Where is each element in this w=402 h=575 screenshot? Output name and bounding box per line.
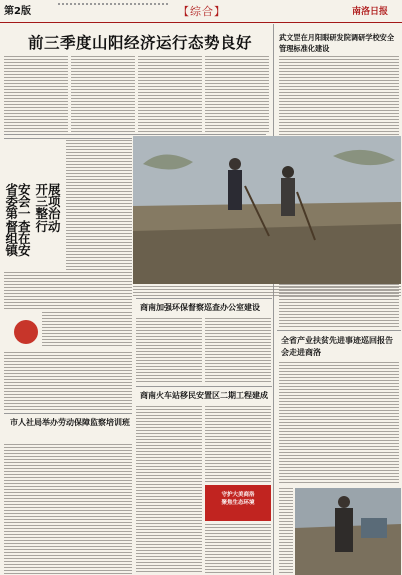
feature-badge xyxy=(205,485,271,521)
article-column xyxy=(205,406,271,482)
column-divider xyxy=(273,24,274,575)
vertical-headline: 开展三项整治行动 xyxy=(35,182,61,234)
article-column xyxy=(42,312,132,348)
page-header xyxy=(0,0,402,23)
divider xyxy=(136,298,272,299)
article-column xyxy=(279,488,293,574)
badge-line-2: 聚焦生态环境 xyxy=(221,500,255,506)
article-column xyxy=(138,56,202,134)
divider xyxy=(4,138,132,139)
article-column xyxy=(66,140,132,270)
side-bottom-headline: 市人社局举办劳动保障监察培训班 xyxy=(10,417,130,427)
masthead: 南洛日报 xyxy=(352,7,389,17)
photo-caption xyxy=(133,286,401,296)
center-mid-headline: 商南加强环保督察巡查办公室建设 xyxy=(140,302,260,312)
article-column xyxy=(205,524,271,574)
header-nav-dots xyxy=(58,3,168,7)
article-column xyxy=(4,56,68,134)
divider xyxy=(4,413,132,414)
emblem-seal xyxy=(14,320,38,344)
article-column xyxy=(136,406,202,574)
article-column xyxy=(71,56,135,134)
bottom-photo xyxy=(295,488,401,575)
vertical-headline-2: 省安委会第一督查组在镇安 xyxy=(5,182,31,259)
divider xyxy=(4,134,266,135)
article-column xyxy=(4,352,132,412)
center-bottom-headline: 商南火车站移民安置区二期工程建成 xyxy=(140,390,268,400)
divider xyxy=(277,330,401,331)
article-column xyxy=(205,318,271,382)
article-column xyxy=(136,318,202,382)
main-photo-drawing xyxy=(133,136,401,284)
article-column xyxy=(4,444,132,575)
bottom-photo-drawing xyxy=(295,488,401,575)
article-column xyxy=(279,362,399,484)
right-bottom-headline: 全省产业扶贫先进事迹巡回报告会走进商洛 xyxy=(281,335,393,357)
divider xyxy=(136,386,272,387)
section-title: 【综合】 xyxy=(178,5,226,18)
page-number: 第2版 xyxy=(4,6,31,17)
badge-line-1: 守护大美商洛 xyxy=(221,492,255,498)
article-column xyxy=(205,56,269,134)
main-photo xyxy=(133,136,401,284)
main-headline: 前三季度山阳经济运行态势良好 xyxy=(28,33,253,52)
right-top-headline: 武文罡在月阳眼研发院调研学校安全管理标准化建设 xyxy=(279,33,395,53)
article-column xyxy=(4,272,132,310)
